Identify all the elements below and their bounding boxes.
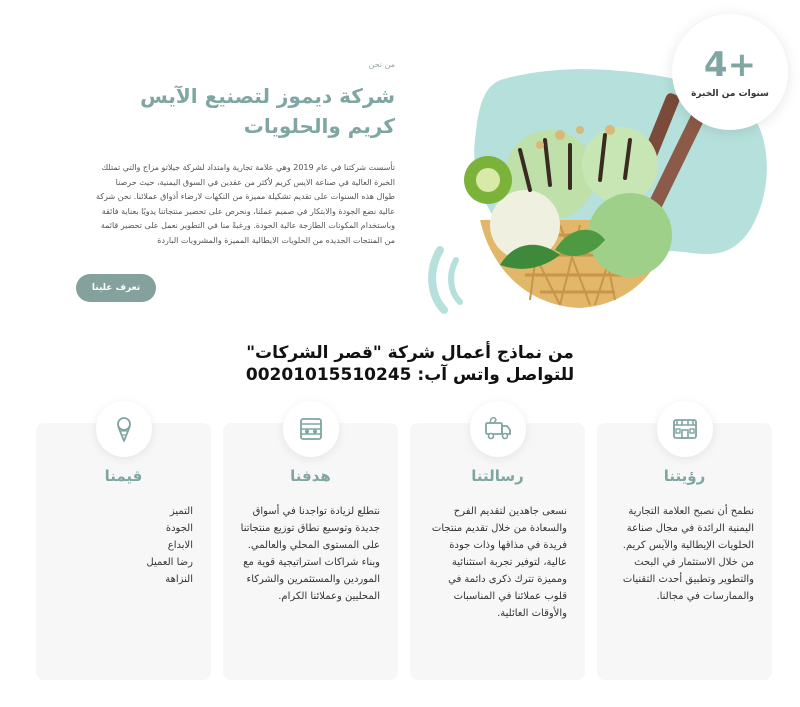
display-case-icon [283, 401, 339, 457]
section-headline [200, 342, 620, 386]
experience-badge [672, 14, 788, 130]
list-item: الجودة [165, 523, 193, 534]
card-title: رؤيتنا [663, 467, 706, 485]
about-section [0, 0, 800, 330]
list-item: النزاهة [165, 574, 193, 585]
truck-icon [470, 401, 526, 457]
about-title: شركة ديموز لتصنيع الآيس كريم والحلويات [140, 84, 395, 138]
card-title: قيمنا [104, 467, 143, 485]
headline-line-1: من نماذج أعمال شركة "قصر الشركات" [246, 343, 574, 363]
card-mission [410, 423, 585, 680]
learn-more-button[interactable]: تعرف علينا [76, 274, 156, 302]
storefront-icon [657, 401, 713, 457]
card-title: هدفنا [290, 467, 331, 485]
experience-years: 4+ [703, 45, 757, 85]
headline-line-2: للتواصل واتس آب: 00201015510245 [245, 365, 575, 385]
ice-cream-cone-icon [96, 401, 152, 457]
list-item: التميز [169, 506, 193, 517]
card-vision [597, 423, 772, 680]
about-description: تأسست شركتنا في عام 2019 وهي علامة تجارية وامتداد لشركة جيلاتو مزاج والتي تمتلك الخبرة العالية في صناعة الايس كريم لأكثر من عقدين في السوق اليمنية، حيث حرصنا طوال هذه السنوات على تقديم تشكيلة مميزة من النكهات لارضاء أذواق عملائنا. نحن شركة عالية نضع الجودة والابتكار في صميم عملنا، ونحرص على تحضير منتجاتنا يدويًا بعناية فائقة وباستخدام المكونات الطازجة عالية الجودة. ورغبةً منا في التطوير نعمل على تحضير قائمة من المنتجات الجديده من الحلويات الايطالية المميزة والمشروبات الباردة [96, 163, 395, 245]
card-body: نطمح أن نصبح العلامة التجارية اليمنية الرائدة في مجال صناعة الحلويات الإيطالية والآيس كريم. من خلال الاستثمار في البحث والتطوير وتطبيق أحدث التقنيات والممارسات في مجالنا. [622, 506, 754, 602]
card-body: نتطلع لزيادة تواجدنا في أسواق جديدة وتوسيع نطاق توزيع منتجاتنا على المستوى المحلي والعالمي. وبناء شراكات استراتيجية قوية مع الموردين والمستثمرين والشركاء المحليين وعملائنا الكرام. [240, 506, 380, 602]
list-item: رضا العميل [146, 557, 193, 568]
card-title: رسالتنا [471, 467, 524, 485]
about-eyebrow: من نحن [368, 60, 395, 69]
about-text [95, 60, 395, 248]
card-goal [223, 423, 398, 680]
card-body: نسعى جاهدين لتقديم الفرح والسعادة من خلال تقديم منتجات فريدة في مذاقها وذات جودة عالية، لتوفير تجربة استثنائية ومميزة تترك ذكرى دائمة في قلوب عملائنا في المناسبات والأوقات العائلية. [431, 506, 567, 619]
experience-label: سنوات من الخبرة [691, 89, 769, 99]
values-list [50, 503, 193, 588]
card-values [36, 423, 211, 680]
list-item: الابداع [167, 540, 193, 551]
